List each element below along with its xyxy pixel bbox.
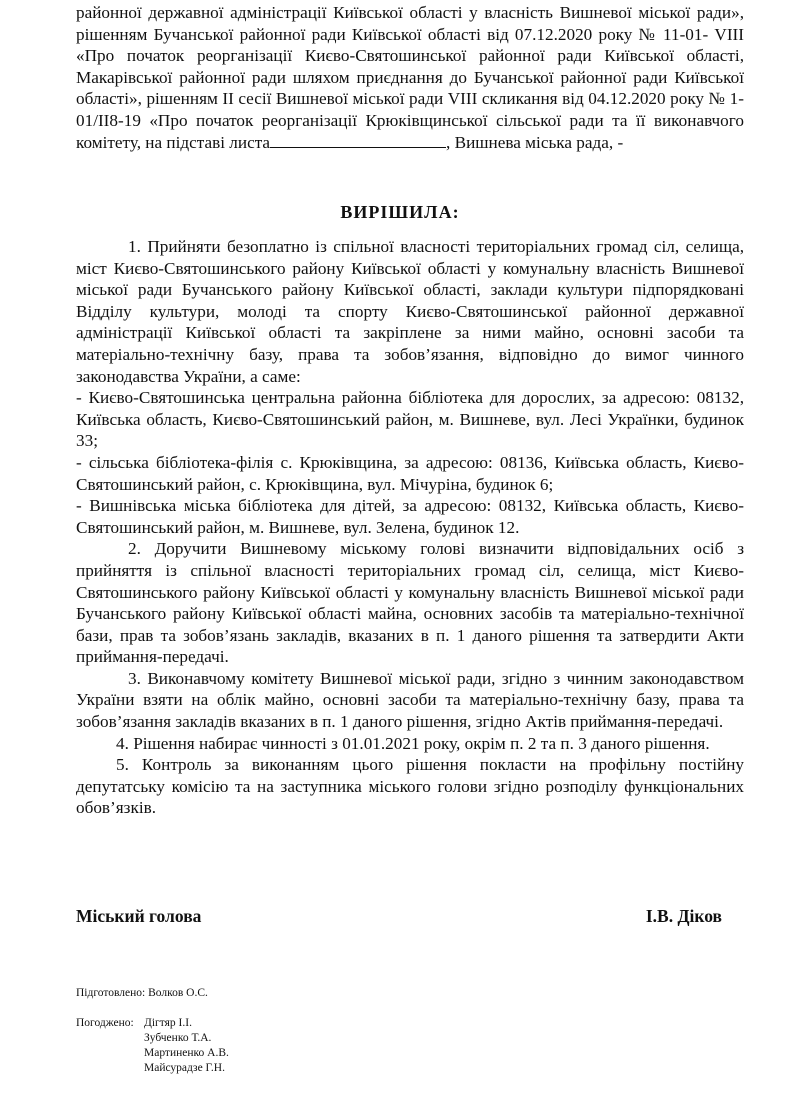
institution-item-3: - Вишнівська міська бібліотека для дітей, за адресою: 08132, Київська область, Києво-Святошинський район, м. Вишневе, вул. Зелена, будинок 12. [76, 496, 744, 537]
intro-text: районної державної адміністрації Київської області у власність Вишневої міської ради», рішенням Бучанської районної ради Київської області від 07.12.2020 року № 11-01- VIII «Про початок реорганізації Києво-Святошинської районної ради Київської області, Макарівської районної ради шляхом приєднання до Бучанської районної ради Київської області», рішенням ІІ сесії Вишневої міської ради VIII скликання від 04.12.2020 року № 1-01/ІІ8-19 «Про початок реорганізації Крюківщинської сільської ради та її виконавчого комітету, на підставі листа [76, 3, 744, 152]
decision-point-3: 3. Виконавчому комітету Вишневої міської ради, згідно з чинним законодавством України взяти на облік майно, основні засоби та матеріально-технічну базу, права та зобов’язання закладів вказаних в п. 1 даного рішення, згідно Актів приймання-передачі. [76, 668, 744, 732]
institution-item-2: - сільська бібліотека-філія с. Крюківщина, за адресою: 08136, Київська область, Києво-Святошинський район, с. Крюківщина, вул. Мічуріна, будинок 6; [76, 452, 744, 494]
signature-block [76, 906, 722, 927]
institution-item-1: - Києво-Святошинська центральна районна бібліотека для дорослих, за адресою: 08132, Київська область, Києво-Святошинський район, м. Вишневе, вул. Лесі Українки, будинок 33; [76, 388, 744, 451]
agreed-name: Дігтяр І.І. [144, 1017, 192, 1029]
prepared-by: Підготовлено: Волков О.С. [76, 987, 208, 999]
decision-heading: ВИРІШИЛА: [340, 202, 460, 222]
agreed-name: Зубченко Т.А. [144, 1032, 212, 1044]
agreed-name: Майсурадзе Г.Н. [144, 1062, 225, 1074]
agreed-names-list [144, 1016, 229, 1076]
agreed-name: Мартиненко А.В. [144, 1047, 229, 1059]
decision-point-4: 4. Рішення набирає чинності з 01.01.2021 року, окрім п. 2 та п. 3 даного рішення. [116, 733, 710, 753]
intro-paragraph [76, 2, 744, 153]
decision-point-2: 2. Доручити Вишневому міському голові визначити відповідальних осіб з прийняття із спільної власності територіальних громад сіл, селища, міст Києво-Святошинського району Київської області у комунальну власність Вишневої міської ради Бучанського району Київської області майна, основних засобів та матеріально-технічної бази, прав та зобов’язань закладів, вказаних в п. 1 даного рішення та затвердити Акти приймання-передачі. [76, 539, 744, 667]
signatory-position: Міський голова [76, 906, 202, 926]
signatory-name: І.В. Діков [645, 906, 722, 926]
agreed-label: Погоджено: [76, 1017, 134, 1029]
decision-point-5: 5. Контроль за виконанням цього рішення покласти на профільну постійну депутатську комісію та на заступника міського голови згідно розподілу функціональних обов’язків. [76, 755, 744, 818]
intro-text-end: , Вишнева міська рада, - [446, 132, 624, 152]
decision-body [76, 236, 744, 819]
agreed-block [76, 1016, 229, 1074]
decision-point-1: 1. Прийняти безоплатно із спільної власності територіальних громад сіл, селища, міст Києво-Святошинського району Київської області у комунальну власність Вишневої міської ради Бучанського району Київської області, заклади культури підпорядковані Відділу культури, молоді та спорту Києво-Святошинської районної державної адміністрації Київської області та закріплене за ними майно, основні засоби та матеріально-технічну базу, права та зобов’язання, відповідно до вимог чинного законодавства України, а саме: [76, 237, 744, 386]
blank-fill-line [270, 133, 446, 148]
